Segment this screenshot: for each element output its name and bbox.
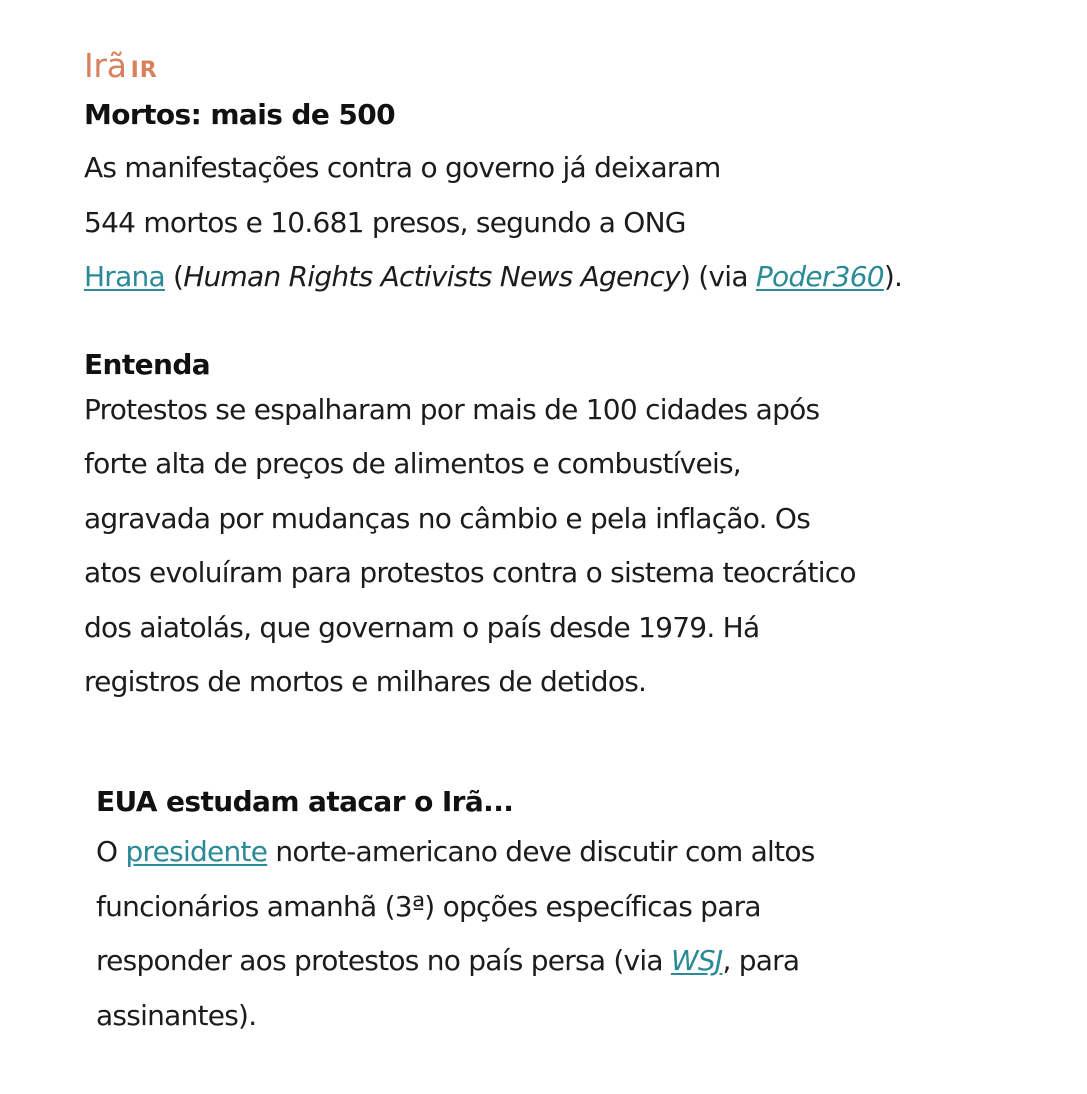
deaths-paragraph xyxy=(84,141,1044,305)
deaths-end: ). xyxy=(883,260,903,293)
update-line-3-start: responder aos protestos no país persa (via xyxy=(96,944,671,977)
source-full-name: Human Rights Activists News Agency xyxy=(183,260,680,293)
context-paragraph xyxy=(84,383,1044,710)
context-line: registros de mortos e milhares de detidos. xyxy=(84,665,647,698)
deaths-heading: Mortos: mais de 500 xyxy=(84,98,396,131)
context-line: dos aiatolás, que governam o país desde 1979. Há xyxy=(84,610,760,644)
source-open: ( xyxy=(164,260,184,293)
country-code: IR xyxy=(130,58,158,83)
deaths-line-1: As manifestações contra o governo já deixaram xyxy=(84,151,721,184)
hrana-link[interactable]: Hrana xyxy=(84,260,165,293)
context-heading: Entenda xyxy=(84,347,211,381)
update-line-1-end: norte-americano deve discutir com altos xyxy=(267,835,815,868)
deaths-line-2: 544 mortos e 10.681 presos, segundo a ONG xyxy=(84,205,686,239)
update-line-3-end: , para xyxy=(722,944,800,977)
update-heading: EUA estudam atacar o Irã... xyxy=(96,785,514,818)
source-close: ) (via xyxy=(679,260,756,293)
update-box xyxy=(96,784,996,1043)
presidente-link[interactable]: presidente xyxy=(125,835,268,868)
context-line: agravada por mudanças no câmbio e pela inflação. Os xyxy=(84,501,811,535)
wsj-link-text: WSJ xyxy=(670,944,723,977)
country-name: Irã xyxy=(84,46,127,85)
update-line-2: funcionários amanhã (3ª) opções específicas para xyxy=(96,889,761,923)
context-line: atos evoluíram para protestos contra o sistema teocrático xyxy=(84,556,856,589)
poder360-link[interactable] xyxy=(756,260,884,293)
wsj-link[interactable] xyxy=(671,944,722,977)
country-title xyxy=(84,40,1044,97)
poder360-link-text: Poder360 xyxy=(755,260,884,293)
context-line: Protestos se espalharam por mais de 100 cidades após xyxy=(84,392,820,426)
update-paragraph xyxy=(96,825,996,1043)
context-line: forte alta de preços de alimentos e combustíveis, xyxy=(84,447,741,480)
country-section xyxy=(84,40,1044,710)
update-line-4: assinantes). xyxy=(96,998,257,1032)
update-line-1-start: O xyxy=(96,835,126,868)
